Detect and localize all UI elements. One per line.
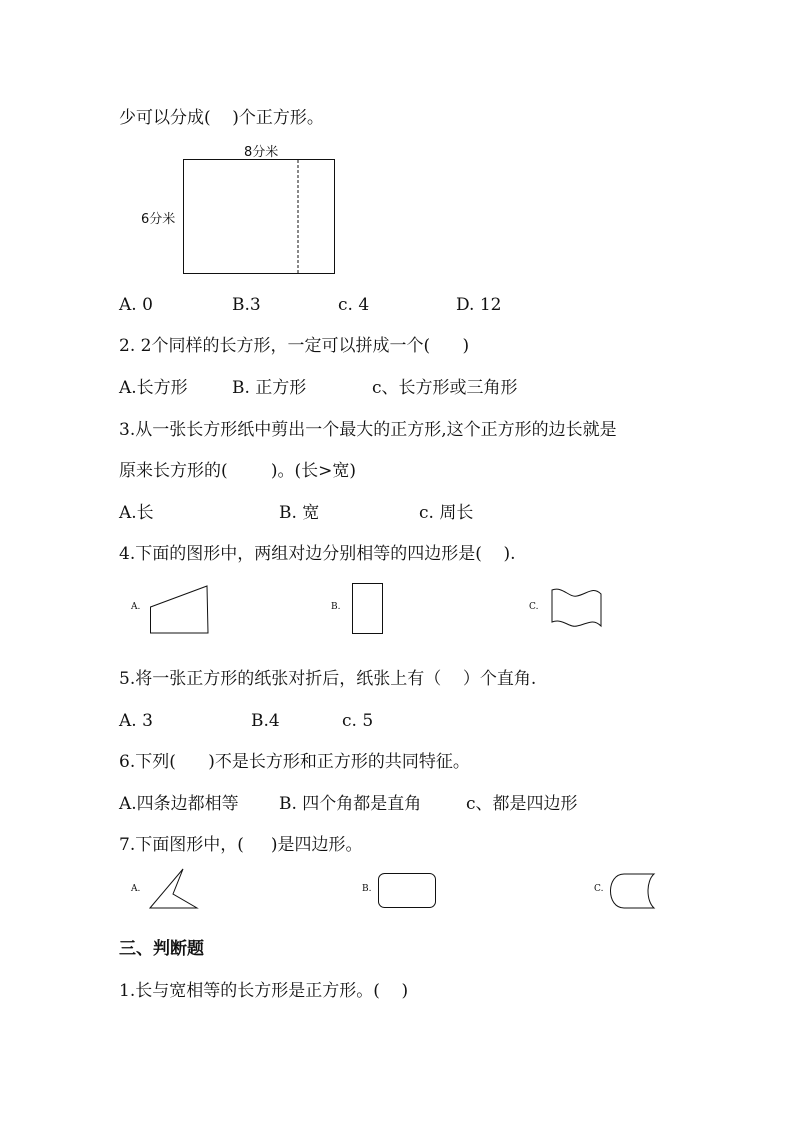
q6-option-a: A.四条边都相等 — [119, 794, 239, 814]
q3-option-c: c. 周长 — [419, 503, 474, 523]
q1-stem: 少可以分成( )个正方形。 — [119, 108, 324, 128]
q4-stem: 4.下面的图形中，两组对边分别相等的四边形是( ). — [119, 544, 516, 564]
q6-stem: 6.下列( )不是长方形和正方形的共同特征。 — [119, 752, 470, 772]
q5-stem: 5.将一张正方形的纸张对折后，纸张上有（ ）个直角. — [119, 669, 537, 689]
q4-figure-a-label: A. — [131, 602, 141, 612]
q1-option-a: A. 0 — [119, 295, 153, 315]
section3-heading: 三、判断题 — [119, 939, 204, 959]
q4-trapezoid-figure — [150, 585, 210, 635]
q1-option-c: c. 4 — [338, 295, 370, 315]
q1-rectangle-figure — [183, 159, 335, 275]
q3-option-b: B. 宽 — [279, 503, 320, 523]
q7-curved-figure — [610, 873, 660, 909]
q7-rounded-rectangle-figure — [378, 873, 438, 909]
q1-figure-left-label: 6分米 — [141, 212, 176, 227]
q6-option-b: B. 四个角都是直角 — [279, 794, 422, 814]
q1-option-b: B.3 — [232, 295, 261, 315]
q7-stem: 7.下面图形中，( )是四边形。 — [119, 835, 363, 855]
q2-option-c: c、长方形或三角形 — [372, 378, 518, 398]
q2-stem: 2. 2个同样的长方形，一定可以拼成一个( ) — [119, 336, 470, 356]
q3-stem-line2: 原来长方形的( )。(长>宽) — [119, 461, 357, 481]
q1-option-d: D. 12 — [456, 295, 502, 315]
q7-figure-a-label: A. — [131, 884, 141, 894]
q4-figure-c-label: C. — [529, 602, 539, 612]
q7-concave-figure — [149, 868, 201, 910]
q2-option-b: B. 正方形 — [232, 378, 307, 398]
section3-item-1: 1.长与宽相等的长方形是正方形。( ) — [119, 981, 409, 1001]
q5-option-b: B.4 — [251, 711, 280, 731]
q5-option-c: c. 5 — [342, 711, 374, 731]
q7-figure-b-label: B. — [362, 884, 372, 894]
q3-stem-line1: 3.从一张长方形纸中剪出一个最大的正方形,这个正方形的边长就是 — [119, 420, 617, 440]
q1-figure-top-label: 8分米 — [244, 145, 279, 160]
q4-wavy-figure — [551, 588, 603, 628]
q6-option-c: c、都是四边形 — [466, 794, 578, 814]
q2-option-a: A.长方形 — [119, 378, 188, 398]
q4-figure-b-label: B. — [331, 602, 341, 612]
q3-option-a: A.长 — [119, 503, 154, 523]
q5-option-a: A. 3 — [119, 711, 153, 731]
q4-rectangle-figure — [352, 583, 384, 635]
q7-figure-c-label: C. — [594, 884, 604, 894]
